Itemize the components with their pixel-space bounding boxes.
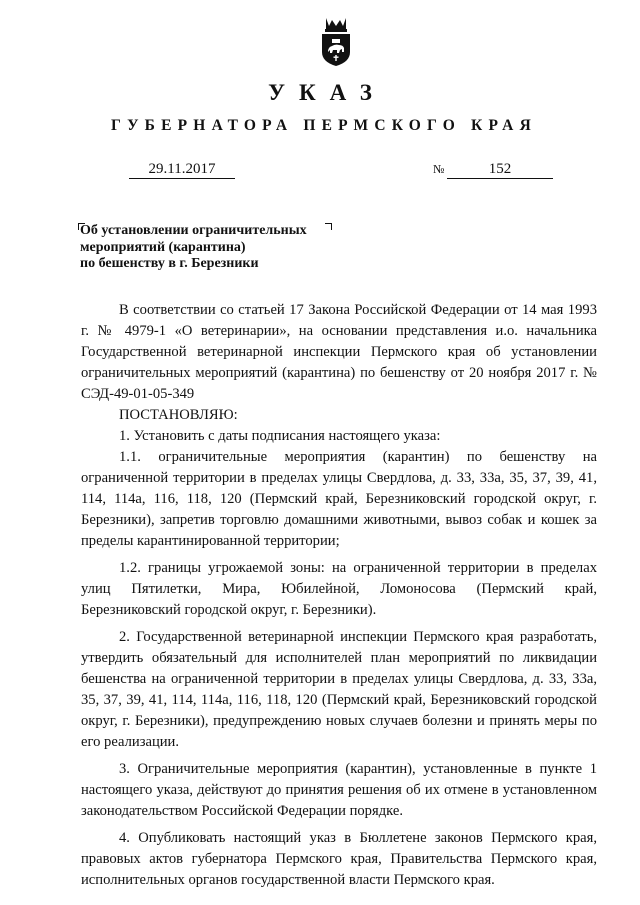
coat-of-arms-icon bbox=[319, 14, 353, 68]
heading-line: по бешенству в г. Березники bbox=[80, 256, 259, 271]
decree-word: ПОСТАНОВЛЯЮ: bbox=[119, 407, 238, 423]
heading-line: Об установлении ограничительных bbox=[80, 223, 307, 238]
item-1-2: 1.2. границы угрожаемой зоны: на ограниченной территории в пределах улиц Пятилетки, Мира, Юбилейной, Ломоносова (Пермский край, Березниковский городской округ, г. Березники). bbox=[81, 560, 597, 618]
number-label: № bbox=[433, 162, 445, 176]
heading-line: мероприятий (карантина) bbox=[80, 239, 246, 255]
document-date: 29.11.2017 bbox=[129, 160, 235, 179]
item-3: 3. Ограничительные мероприятия (карантин), установленные в пункте 1 настоящего указа, действуют до принятия решения об их отмене в установленном законодательством Российской Федерации порядке. bbox=[81, 761, 597, 819]
preamble-paragraph: В соответствии со статьей 17 Закона Российской Федерации от 14 мая 1993 г. № 4979-1 «О ветеринарии», на основании представления и.о. начальника Государственной ветеринарной инспекции Пермского края об установлении ограничительных мероприятий (карантина) по бешенству от 20 ноября 2017 г. № СЭД-49-01-05-349 bbox=[81, 302, 597, 402]
document-title: УКАЗ bbox=[268, 80, 386, 105]
document-heading bbox=[80, 223, 340, 273]
item-4: 4. Опубликовать настоящий указ в Бюллетене законов Пермского края, правовых актов губернатора Пермского края, Правительства Пермского края, исполнительных органов государственной власти Пермского края. bbox=[81, 830, 597, 888]
item-2: 2. Государственной ветеринарной инспекции Пермского края разработать, утвердить обязательный для исполнителей план мероприятий по ликвидации бешенства на ограниченной территории в пределах улицы Свердлова, д. 33, 33а, 35, 37, 39, 41, 114, 114а, 116, 118, 120 (Пермский край, Березниковский городской округ, г. Березники), предупреждению новых случаев болезни и принять меры по его реализации. bbox=[81, 629, 597, 750]
document-number: 152 bbox=[447, 160, 553, 179]
document-body bbox=[81, 300, 597, 891]
item-1: 1. Установить с даты подписания настоящего указа: bbox=[119, 428, 441, 444]
document-subtitle: ГУБЕРНАТОРА ПЕРМСКОГО КРАЯ bbox=[111, 117, 537, 134]
item-1-1: 1.1. ограничительные мероприятия (карантин) по бешенству на ограниченной территории в пределах улицы Свердлова, д. 33, 33а, 35, 37, 39, 41, 114, 114а, 116, 118, 120 (Пермский край, Березниковский городской округ, г. Березники), запретив торговлю домашними животными, вывоз собак и кошек за пределы карантинированной территории; bbox=[81, 449, 597, 549]
